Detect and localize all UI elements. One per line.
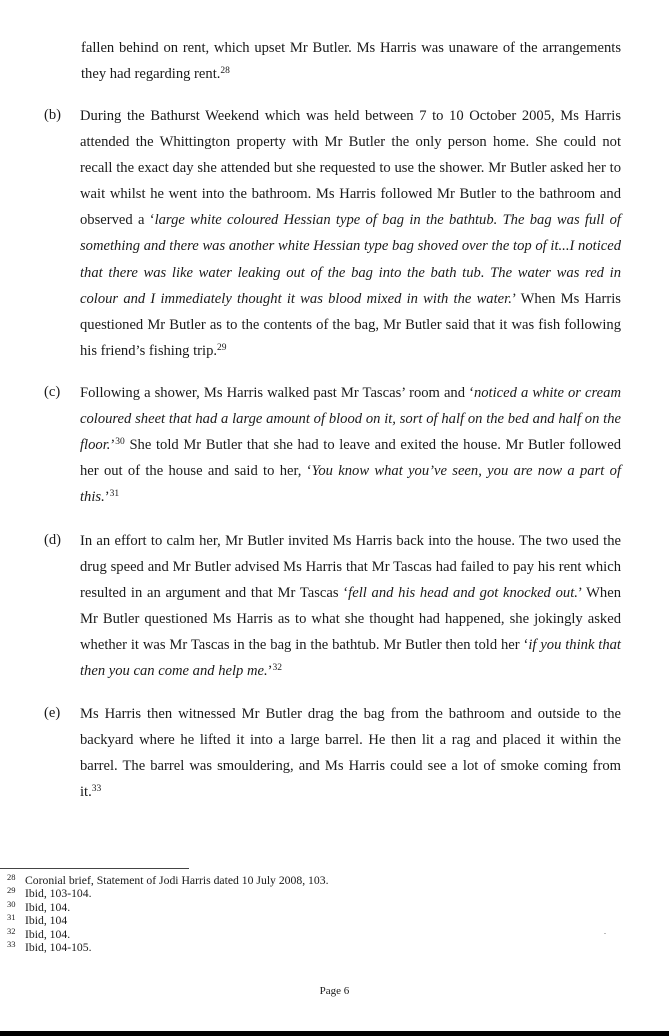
footnote [0, 925, 669, 941]
footnote-ref-29: 29 [217, 342, 227, 353]
intro-line-1: fallen behind on rent, which upset Mr Butler. Ms Harris was unaware of the [81, 40, 538, 56]
scan-border [0, 1031, 669, 1036]
footnote-number: 31 [7, 912, 16, 923]
paragraph-text [80, 701, 621, 805]
paragraph-label: (e) [44, 705, 61, 721]
text-run: During the Bathurst Weekend which was held between 7 to 10 October 2005, Ms Harris attended the Whittington property with Mr Butler the only person home. She could not recall the exact day she attended but she requested to use the shower. Mr Butler asked her to wait whilst he went into the bathroom. Ms Harris followed Mr Butler to the bathroom and observed a ‘ [80, 108, 621, 229]
text-run: ’ [110, 437, 116, 454]
footnote-text: Coronial brief, Statement of Jodi Harris dated 10 July 2008, 103. [25, 874, 329, 887]
footnote-divider [0, 868, 189, 869]
intro-paragraph [81, 36, 621, 87]
page-number: Page 6 [319, 985, 350, 997]
paragraph-label: (d) [44, 532, 62, 548]
footnote-text: Ibid, 103-104. [25, 887, 92, 901]
quote-italic: You know what you’ve seen, you are now a part of this. [80, 463, 621, 506]
footnote-ref-28: 28 [220, 65, 230, 76]
paragraph-label: (b) [44, 107, 62, 123]
footnote-ref-32: 32 [272, 663, 283, 674]
footnote-ref-31: 31 [109, 489, 120, 500]
paragraph-text [80, 528, 621, 685]
footnote [0, 874, 669, 887]
quote-italic: fell and his head and got knocked out. [348, 585, 578, 602]
footnotes [0, 874, 669, 954]
text-run: In an effort to calm her, Mr Butler invited Ms Harris back into the house. The two used the drug speed and Mr Butler advised Ms Harris that Mr Tascas had failed to pay his rent which resulted in an argument and that Mr Tascas ‘ [80, 533, 621, 602]
footnote [0, 898, 669, 914]
text-run: She told Mr Butler that she had to leave and exited the house. Mr Butler followed her out of the house and said to her, ‘ [80, 437, 621, 480]
footnote-number: 33 [7, 938, 16, 949]
paragraph-text [80, 380, 621, 510]
footnote-text: Ibid, 104. [25, 900, 71, 914]
text-run: ’ When Mr Butler questioned Ms Harris as to what she thought had happened, she jokingly asked whether it was Mr Tascas in the bag in the bathtub. Mr Butler then told her ‘ [80, 585, 622, 654]
intro-line-2: arrangements they had regarding rent. [81, 40, 621, 82]
text-run: Following a shower, Ms Harris walked past Mr Tascas’ room and ‘ [80, 385, 474, 401]
footnote-ref-30: 30 [115, 437, 125, 448]
text-run: ’ [267, 663, 273, 680]
paragraph-label: (c) [44, 384, 61, 400]
quote-italic: noticed a white or cream coloured sheet that had a large amount of blood on it, sort of half on the bed and half on the floor. [80, 385, 621, 454]
footnote-number: 28 [7, 872, 16, 882]
text-run: Ms Harris then witnessed Mr Butler drag the bag from the bathroom and outside to the backyard where he lifted it into a large barrel. He then lit a rag and placed it within the barrel. The barrel was smouldering, and Ms Harris could see a lot of smoke coming from it. [80, 706, 621, 801]
footnote [0, 938, 669, 954]
quote-italic: if you think that then you can come and help me. [80, 637, 621, 680]
footnote-text: Ibid, 104. [25, 927, 71, 941]
quote-italic: large white coloured Hessian type of bag in the bathtub. The bag was full of something and there was another white Hessian type bag shoved over the top of it...I noticed that there was like water leaking out of the bag into the bath tub. The water was red in colour and I immediately thought it was blood mixed in with the water. [80, 212, 621, 307]
text-run: ’ When Ms Harris questioned Mr Butler as to the contents of the bag, Mr Butler said that it was fish following his friend’s fishing trip. [80, 290, 621, 359]
footnote-number: 32 [7, 925, 16, 936]
footnote-ref-33: 33 [91, 784, 102, 795]
paragraph-text [80, 103, 621, 364]
footnote-text: Ibid, 104-105. [25, 940, 92, 954]
scan-speck [604, 933, 606, 934]
footnote-number: 29 [7, 885, 16, 896]
footnote [0, 914, 669, 927]
footnote-text: Ibid, 104 [25, 914, 68, 928]
text-run: ’ [104, 489, 110, 506]
footnote [0, 887, 669, 900]
footnote-number: 30 [7, 898, 16, 909]
